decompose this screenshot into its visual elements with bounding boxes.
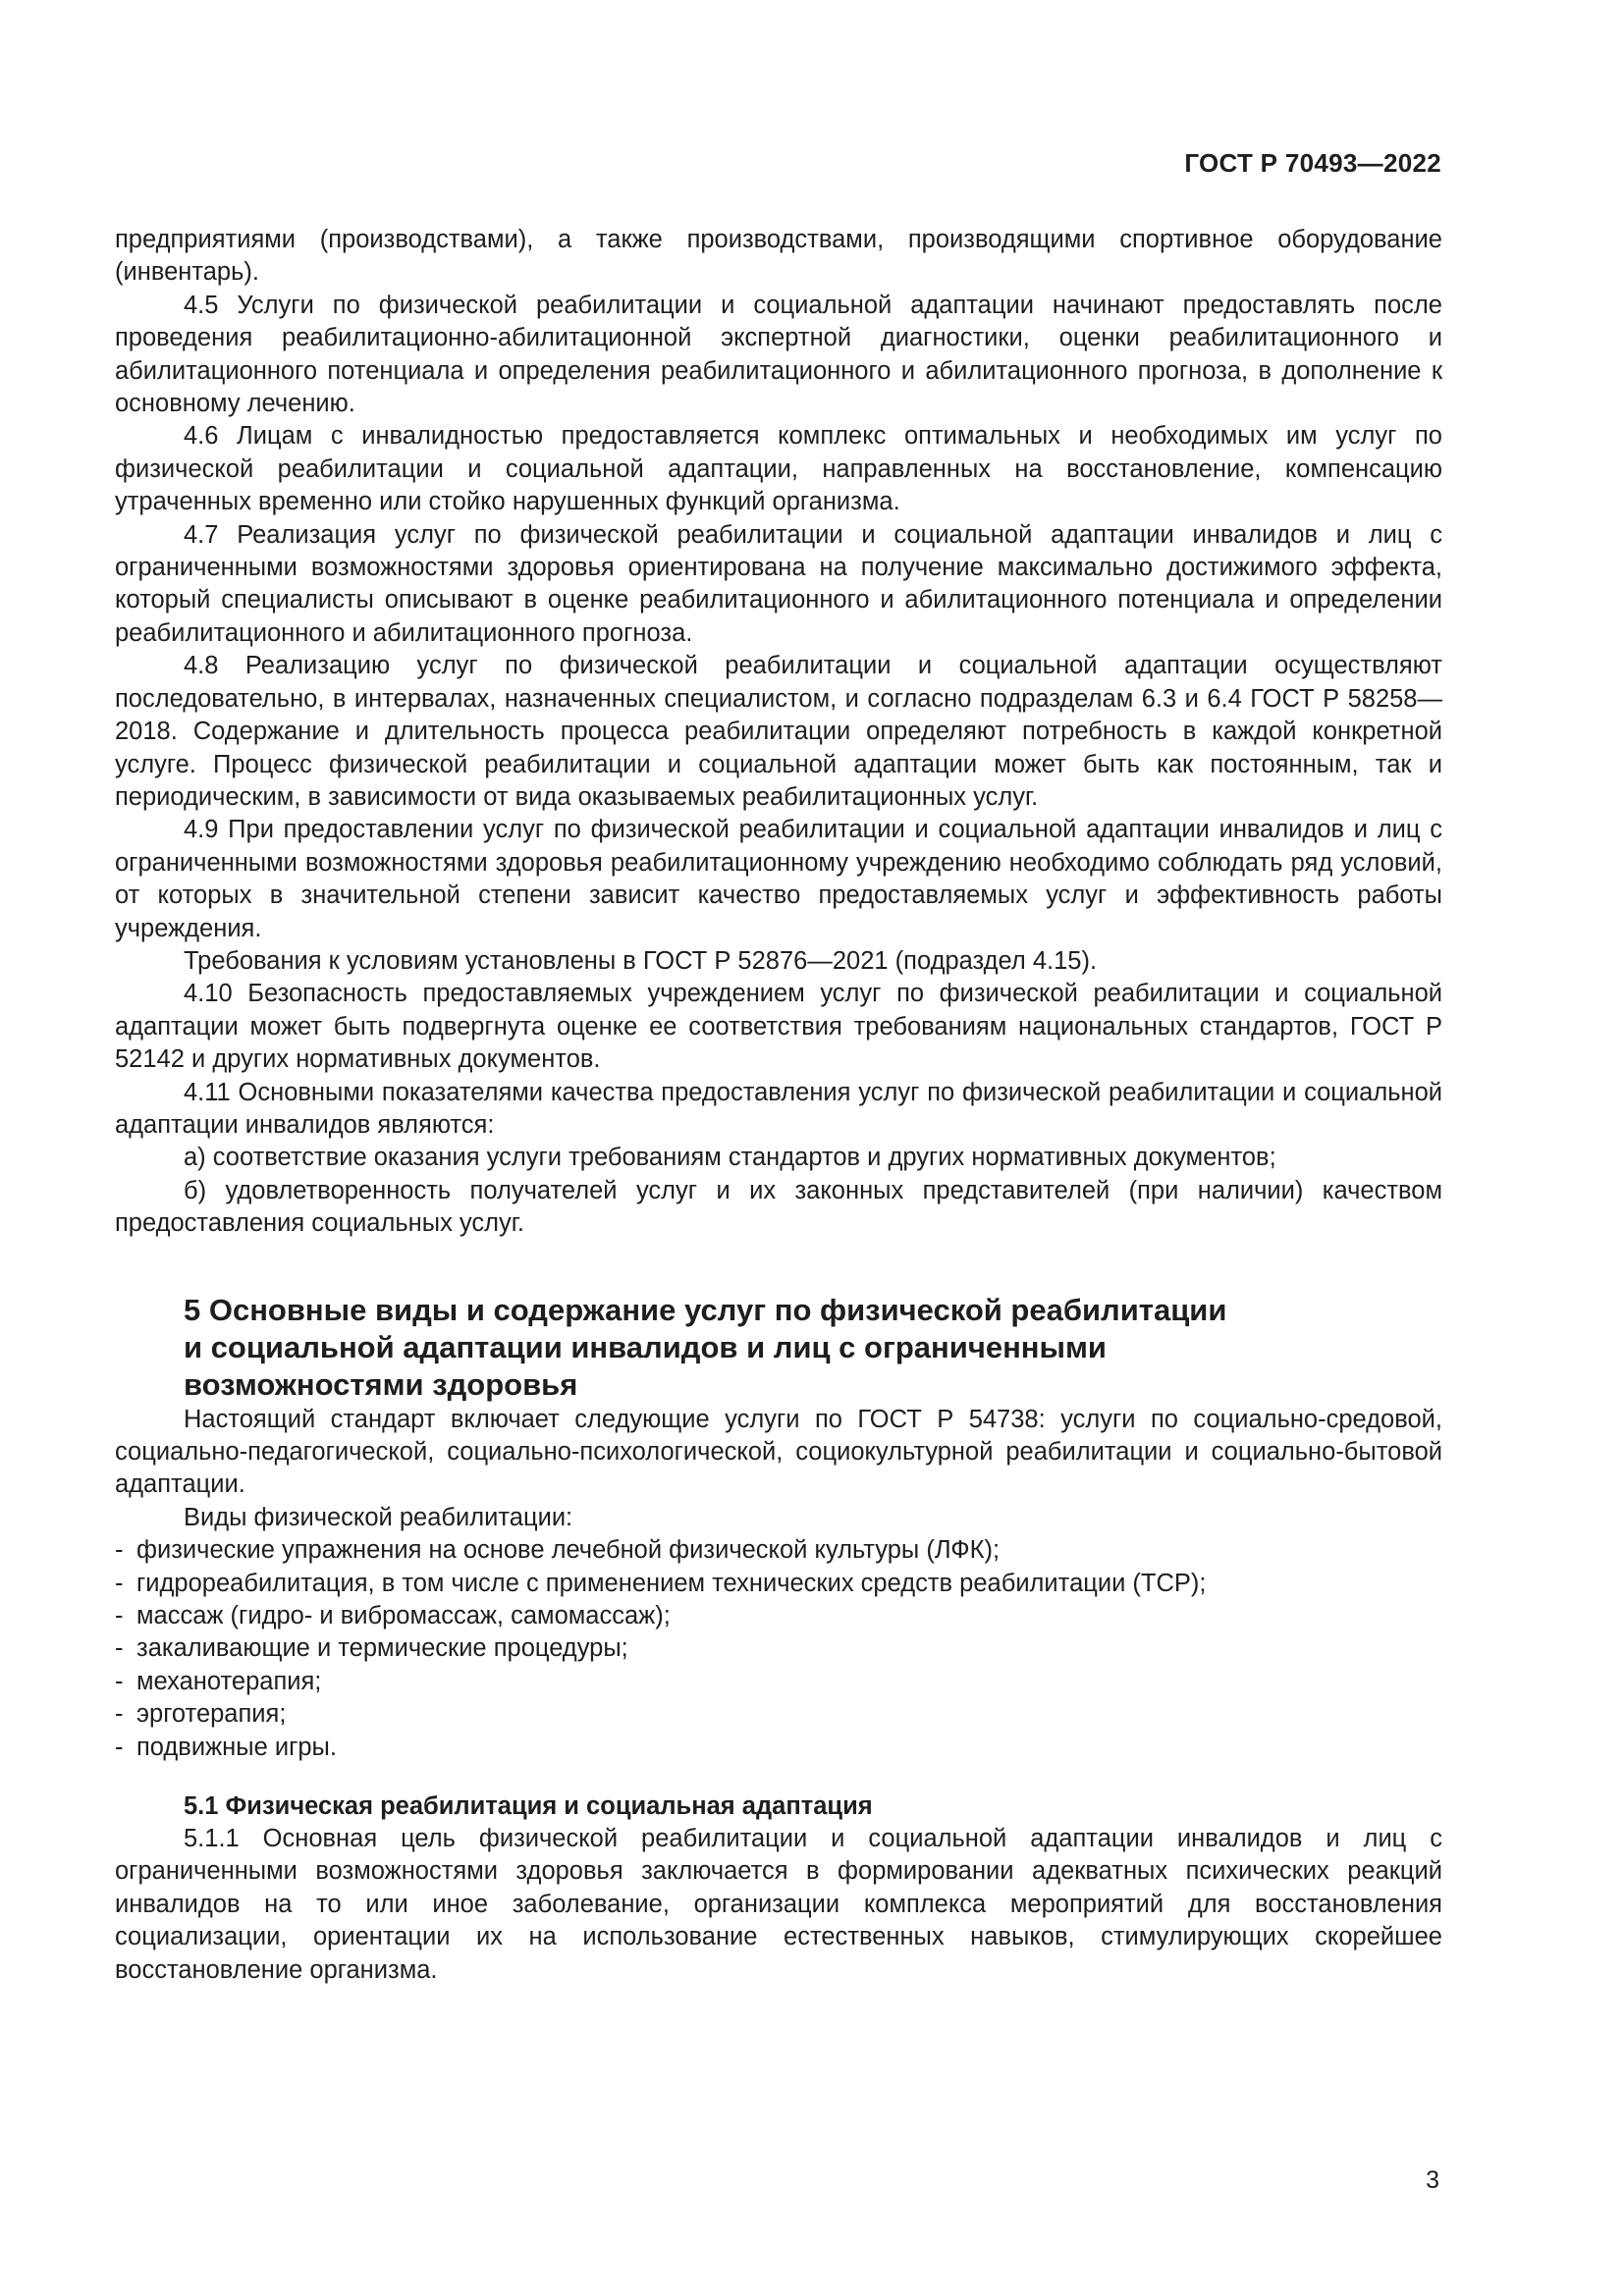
list-item [115,1568,1442,1600]
paragraph-continuation: предприятиями (производствами), а также производствами, производящими спортивное оборудование (инвентарь). [115,226,1442,287]
paragraph-4-7: 4.7 Реализация услуг по физической реабилитации и социальной адаптации инвалидов и лиц с ограниченными возможностями здоровья ориентирована на получение максимально достижимого эффекта, который специалисты описывают в оценке реабилитационного и абилитационного потенциала и определении реабилитационного и абилитационного прогноза. [115,520,1442,647]
list-dash: - [115,1700,124,1729]
list-item-text: подвижные игры. [136,1733,337,1761]
list-item-text: закаливающие и термические процедуры; [136,1634,628,1663]
paragraph-5-1-1: 5.1.1 Основная цель физической реабилитации и социальной адаптации инвалидов и лиц с ограниченными возможностями здоровья заключается в формировании адекватных психических реакций инвалидов на то или иное заболевание, организации комплекса мероприятий для восстановления социализации, ориентации их на использование естественных навыков, стимулирующих скорейшее восстановление организма. [115,1825,1442,1984]
list-item [115,1600,1442,1632]
list-item-text: массаж (гидро- и вибромассаж, самомассаж); [136,1602,671,1630]
paragraph-requirements: Требования к условиям установлены в ГОСТ Р 52876—2021 (подраздел 4.15). [184,946,1098,975]
paragraph-4-5: 4.5 Услуги по физической реабилитации и социальной адаптации начинают предоставлять после проведения реабилитационно-абилитационной экспертной диагностики, оценки реабилитационного и абилитационного потенциала и определения реабилитационного и абилитационного прогноза, в дополнение к основному лечению. [115,291,1442,418]
list-item [115,1666,1442,1698]
list-dash: - [115,1667,124,1695]
list-item-a: а) соответствие оказания услуги требованиям стандартов и других нормативных документов; [184,1144,1276,1172]
list-item [115,1698,1442,1731]
paragraph-4-8: 4.8 Реализацию услуг по физической реабилитации и социальной адаптации осуществляют последовательно, в интервалах, назначенных специалистом, и согласно подразделам 6.3 и 6.4 ГОСТ Р 58258—2018. Содержание и длительность процесса реабилитации определяют потребность в каждой конкретной услуге. Процесс физической реабилитации и социальной адаптации может быть как постоянным, так и периодическим, в зависимости от вида оказываемых реабилитационных услуг. [115,652,1442,811]
list-item-text: эрготерапия; [136,1700,287,1729]
paragraph-4-9: 4.9 При предоставлении услуг по физической реабилитации и социальной адаптации инвалидов и лиц с ограниченными возможностями здоровья реабилитационному учреждению необходимо соблюдать ряд условий, от которых в значительной степени зависит качество предоставляемых услуг и эффективность работы учреждения. [115,816,1442,942]
section-5-title-line: 5 Основные виды и содержание услуг по физической реабилитации [184,1292,1227,1327]
list-heading: Виды физической реабилитации: [184,1503,573,1531]
document-id-header: ГОСТ Р 70493—2022 [1184,148,1441,178]
list-item [115,1534,1442,1567]
list-dash: - [115,1569,124,1597]
list-item-text: механотерапия; [136,1667,322,1695]
page-number: 3 [1426,2166,1439,2194]
document-body [115,224,1442,1987]
section-5-title [184,1292,1442,1404]
list-item-text: гидрореабилитация, в том числе с применением технических средств реабилитации (ТСР); [136,1569,1207,1597]
paragraph-4-6: 4.6 Лицам с инвалидностью предоставляется комплекс оптимальных и необходимых им услуг по физической реабилитации и социальной адаптации, направленных на восстановление, компенсацию утраченных временно или стойко нарушенных функций организма. [115,422,1442,516]
list-item-b: б) удовлетворенность получателей услуг и их законных представителей (при наличии) качеством предоставления социальных услуг. [115,1176,1442,1238]
section-5-intro: Настоящий стандарт включает следующие услуги по ГОСТ Р 54738: услуги по социально-средовой, социально-педагогической, социально-психологической, социокультурной реабилитации и социально-бытовой адаптации. [115,1405,1442,1499]
list-dash: - [115,1733,124,1761]
paragraph-4-10: 4.10 Безопасность предоставляемых учреждением услуг по физической реабилитации и социальной адаптации может быть подвергнута оценке ее соответствия требованиям национальных стандартов, ГОСТ Р 52142 и других нормативных документов. [115,980,1442,1074]
list-dash: - [115,1536,124,1565]
list-item [115,1632,1442,1665]
section-5-title-line: и социальной адаптации инвалидов и лиц с ограниченными [184,1329,1107,1364]
subsection-5-1-title: 5.1 Физическая реабилитация и социальная адаптация [184,1792,873,1821]
paragraph-4-11: 4.11 Основными показателями качества предоставления услуг по физической реабилитации и социальной адаптации инвалидов являются: [115,1078,1442,1139]
list-item [115,1732,1442,1764]
section-5-title-line: возможностями здоровья [184,1366,578,1402]
list-item-text: физические упражнения на основе лечебной физической культуры (ЛФК); [136,1536,1001,1565]
list-dash: - [115,1634,124,1663]
list-dash: - [115,1602,124,1630]
